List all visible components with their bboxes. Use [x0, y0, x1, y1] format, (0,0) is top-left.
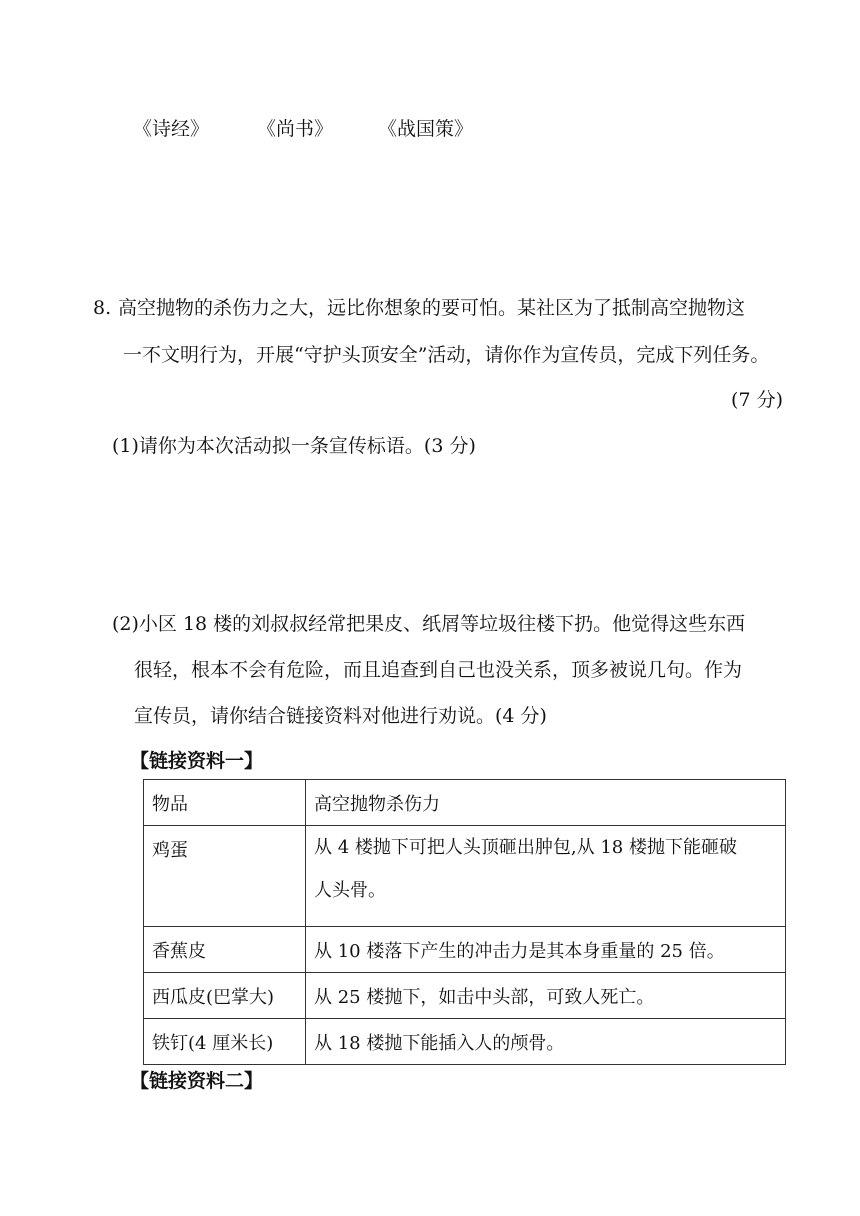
- resource-1-title: 【链接资料一】: [130, 750, 264, 772]
- table-cell-item: 鸡蛋: [144, 826, 306, 927]
- table-cell-effect: [306, 826, 786, 927]
- question-text-line1: 高空抛物的杀伤力之大，远比你想象的要可怕。某社区为了抵制高空抛物这: [118, 297, 746, 319]
- table-cell-item: 铁钉(4 厘米长): [144, 1019, 306, 1065]
- table-row: [144, 826, 786, 927]
- book-title-zhanguoce: 《战国策》: [378, 118, 474, 140]
- table-cell-effect-line2: 人头骨。: [314, 880, 386, 901]
- subquestion-2-line3: 宣传员，请你结合链接资料对他进行劝说。(4 分): [134, 705, 547, 727]
- book-title-shijing: 《诗经》: [133, 118, 210, 140]
- table-row: [144, 927, 786, 973]
- table-header-effect: 高空抛物杀伤力: [306, 780, 786, 826]
- question-text-line2: 一不文明行为，开展“守护头顶安全”活动，请你作为宣传员，完成下列任务。: [123, 344, 770, 366]
- table-row: [144, 973, 786, 1019]
- table-header-item: 物品: [144, 780, 306, 826]
- book-title-shangshu: 《尚书》: [257, 118, 334, 140]
- resource-table: [143, 779, 786, 1065]
- table-cell-effect-line1: 从 4 楼抛下可把人头顶砸出肿包,从 18 楼抛下能砸破: [314, 837, 737, 858]
- resource-2-title: 【链接资料二】: [130, 1070, 264, 1092]
- subquestion-1: (1)请你为本次活动拟一条宣传标语。(3 分): [112, 435, 476, 457]
- table-header-row: [144, 780, 786, 826]
- subquestion-2-line1: (2)小区 18 楼的刘叔叔经常把果皮、纸屑等垃圾往楼下扔。他觉得这些东西: [112, 613, 746, 635]
- table-cell-effect: 从 18 楼抛下能插入人的颅骨。: [306, 1019, 786, 1065]
- table-row: [144, 1019, 786, 1065]
- table-cell-item: 香蕉皮: [144, 927, 306, 973]
- question-number: 8.: [93, 297, 112, 319]
- table-cell-effect: 从 10 楼落下产生的冲击力是其本身重量的 25 倍。: [306, 927, 786, 973]
- question-score: (7 分): [731, 389, 783, 411]
- table-cell-item: 西瓜皮(巴掌大): [144, 973, 306, 1019]
- subquestion-2-line2: 很轻，根本不会有危险，而且追查到自己也没关系，顶多被说几句。作为: [134, 659, 743, 681]
- table-cell-effect: 从 25 楼抛下，如击中头部，可致人死亡。: [306, 973, 786, 1019]
